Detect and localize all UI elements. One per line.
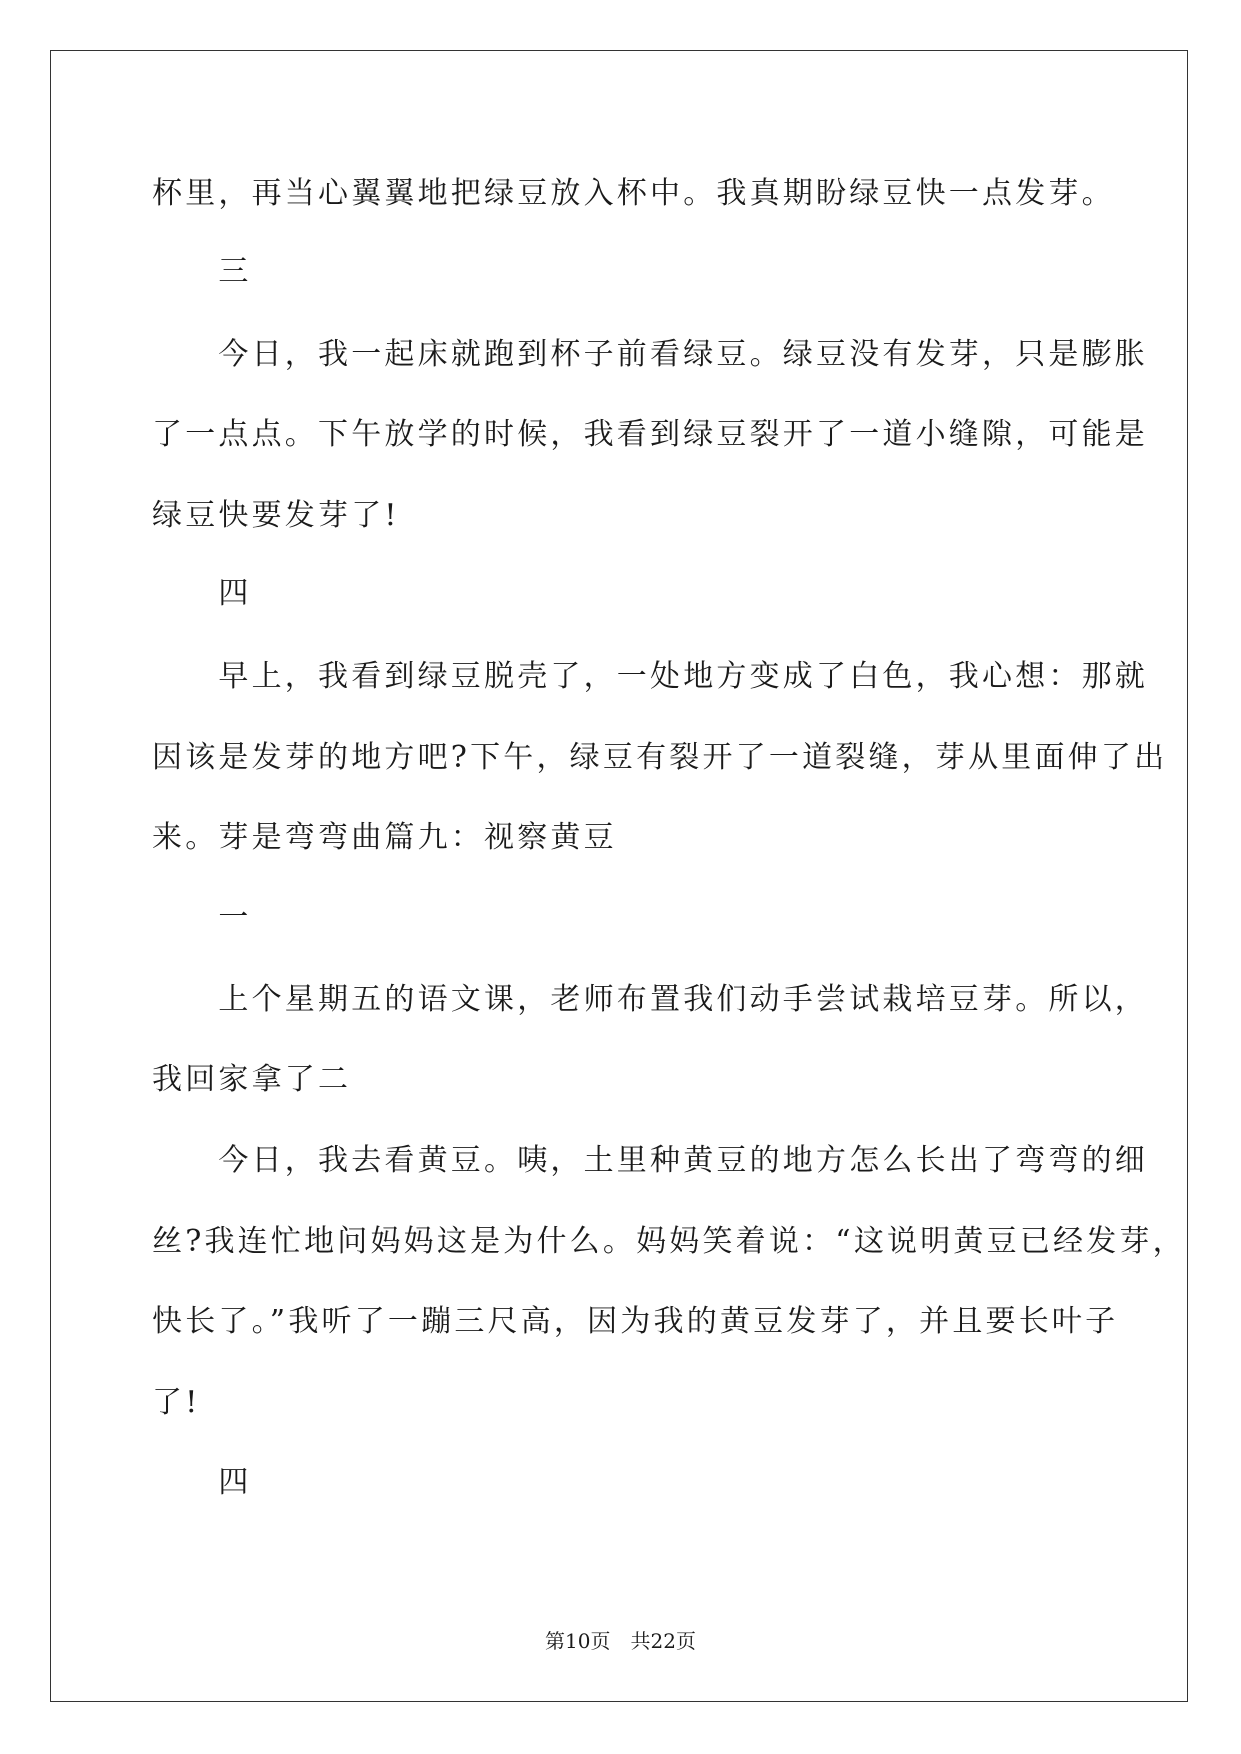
text-line: 快长了。”我听了一蹦三尺高，因为我的黄豆发芽了，并且要长叶子 bbox=[152, 1304, 1119, 1339]
page-number-footer: 第10页 共22页 bbox=[545, 1629, 696, 1653]
text-line: 来。芽是弯弯曲篇九：视察黄豆 bbox=[152, 820, 617, 855]
text-line: 因该是发芽的地方吧?下午，绿豆有裂开了一道裂缝，芽从里面伸了出 bbox=[152, 740, 1168, 775]
section-heading: 四 bbox=[152, 1465, 252, 1500]
text-line: 今日，我去看黄豆。咦，土里种黄豆的地方怎么长出了弯弯的细 bbox=[152, 1143, 1148, 1178]
text-line: 上个星期五的语文课，老师布置我们动手尝试栽培豆芽。所以， bbox=[152, 982, 1148, 1017]
text-line: 杯里，再当心翼翼地把绿豆放入杯中。我真期盼绿豆快一点发芽。 bbox=[152, 176, 1115, 211]
section-heading: 三 bbox=[152, 254, 252, 289]
section-heading: 一 bbox=[152, 900, 252, 935]
text-line: 绿豆快要发芽了! bbox=[152, 498, 400, 533]
text-line: 丝?我连忙地问妈妈这是为什么。妈妈笑着说：“这说明黄豆已经发芽， bbox=[152, 1224, 1186, 1259]
section-heading: 四 bbox=[152, 576, 252, 611]
text-line: 我回家拿了二 bbox=[152, 1062, 352, 1097]
text-line: 了一点点。下午放学的时候，我看到绿豆裂开了一道小缝隙，可能是 bbox=[152, 417, 1148, 452]
text-line: 今日，我一起床就跑到杯子前看绿豆。绿豆没有发芽，只是膨胀 bbox=[152, 337, 1148, 372]
text-line: 早上，我看到绿豆脱壳了，一处地方变成了白色，我心想：那就 bbox=[152, 659, 1148, 694]
text-line: 了! bbox=[152, 1385, 201, 1420]
page-border bbox=[50, 50, 1188, 1702]
